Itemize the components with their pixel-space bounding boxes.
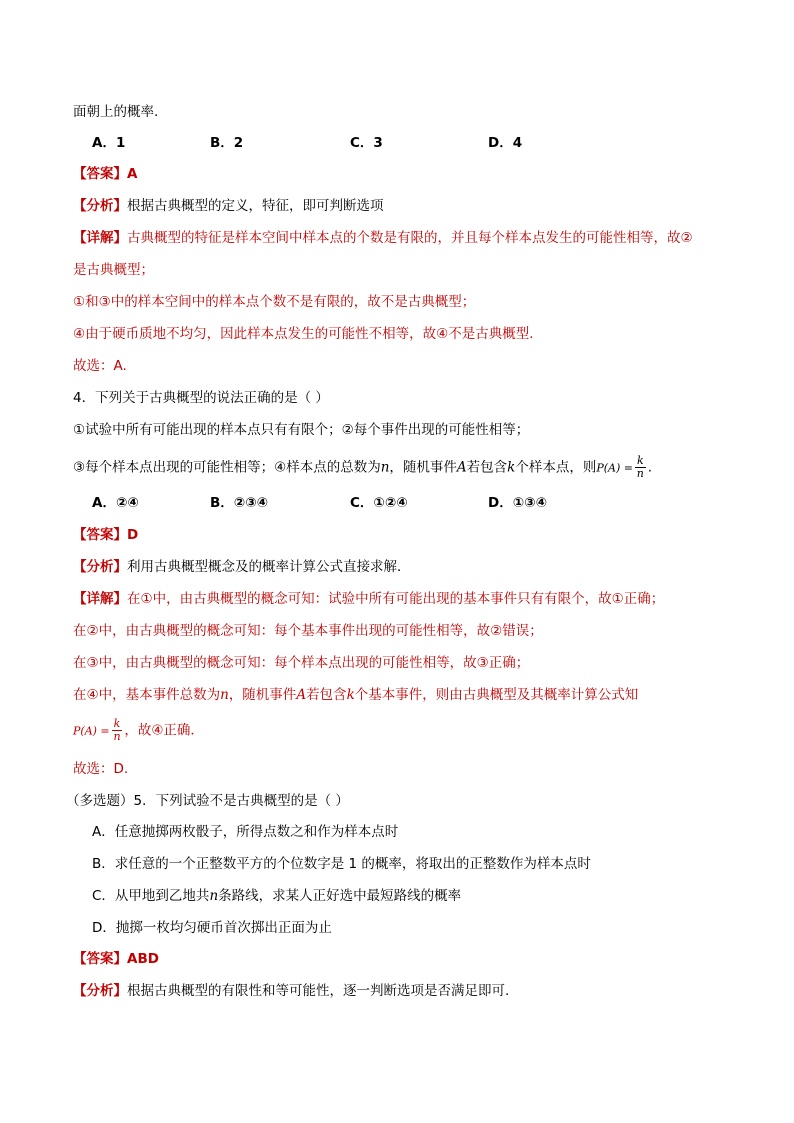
formula-pa: P(A) = xyxy=(596,461,634,475)
q4-detail-line5 xyxy=(73,718,204,743)
q4-analysis xyxy=(73,558,411,576)
q3-detail-line3: ①和③中的样本空间中的样本点个数不是有限的，故不是古典概型； xyxy=(73,294,476,310)
analysis-text: 根据古典概型的定义，特征，即可判断选项 xyxy=(127,198,384,214)
q3-stem-tail: 面朝上的概率. xyxy=(73,104,159,120)
var-a: A xyxy=(296,687,307,703)
q3-detail-line1 xyxy=(73,229,693,247)
var-n: n xyxy=(380,459,390,476)
q4-statement-line2 xyxy=(73,455,652,480)
q5-option-b: B．求任意的一个正整数平方的个位数字是 1 的概率，将取出的正整数作为样本点时 xyxy=(92,856,591,872)
answer-value: ABD xyxy=(127,951,159,967)
q5-answer xyxy=(73,950,159,968)
q4-detail-line2: 在②中，由古典概型的概念可知：每个基本事件出现的可能性相等，故②错误； xyxy=(73,623,543,639)
q4-answer xyxy=(73,526,138,544)
fraction-k-over-n xyxy=(112,718,123,743)
q5-option-d: D．抛掷一枚均匀硬币首次掷出正面为止 xyxy=(92,920,332,936)
q5-option-c xyxy=(92,887,461,905)
analysis-label: 【分析】 xyxy=(73,198,127,214)
detail4-d: 个基本事件，则由古典概型及其概率计算公式知 xyxy=(354,687,639,703)
var-k: k xyxy=(346,687,355,703)
detail-label: 【详解】 xyxy=(73,230,127,246)
q3-analysis xyxy=(73,197,384,215)
analysis-label: 【分析】 xyxy=(73,559,127,575)
q3-choose: 故选：A. xyxy=(73,358,127,374)
q4-choose: 故选：D. xyxy=(73,761,129,777)
frac-num: k xyxy=(637,454,644,467)
q5-analysis xyxy=(73,982,509,1000)
q3-answer xyxy=(73,165,137,183)
frac-den: n xyxy=(113,730,121,743)
q3-detail-line2: 是古典概型； xyxy=(73,262,154,278)
formula-pa: P(A) = xyxy=(73,724,110,738)
optc-a: C．从甲地到乙地共 xyxy=(92,888,210,904)
analysis-label: 【分析】 xyxy=(73,983,127,999)
stmt-text-a: ③每个样本点出现的可能性相等；④样本点的总数为 xyxy=(73,459,381,476)
q5-stem: （多选题）5．下列试验不是古典概型的是（ ） xyxy=(66,793,349,809)
frac-num: k xyxy=(113,717,121,730)
q3-detail-line4: ④由于硬币质地不均匀，因此样本点发生的可能性不相等，故④不是古典概型. xyxy=(73,326,534,342)
answer-value: D xyxy=(127,527,139,543)
stmt-text-b: ，随机事件 xyxy=(389,459,457,476)
detail4-b: ，随机事件 xyxy=(228,687,297,703)
q4-detail-line1 xyxy=(73,590,664,608)
detail5-tail: ，故④正确． xyxy=(124,722,204,739)
q4-statement-line1: ①试验中所有可能出现的样本点只有有限个；②每个事件出现的可能性相等； xyxy=(73,422,530,438)
var-n: n xyxy=(220,687,229,703)
q4-detail-line4 xyxy=(73,686,638,704)
optc-b: 条路线，求某人正好选中最短路线的概率 xyxy=(218,888,462,904)
frac-den: n xyxy=(636,467,644,480)
q4-option-b: B．②③④ xyxy=(210,495,269,511)
answer-label: 【答案】 xyxy=(73,527,127,543)
q4-option-c: C．①②④ xyxy=(350,495,408,511)
q3-option-d: D．4 xyxy=(488,135,523,151)
q4-option-a: A．②④ xyxy=(92,495,139,511)
stmt-text-c: 若包含 xyxy=(466,459,508,476)
answer-label: 【答案】 xyxy=(73,951,127,967)
answer-value: A xyxy=(127,166,138,182)
q3-option-b: B．2 xyxy=(210,135,244,151)
detail-text: 古典概型的特征是样本空间中样本点的个数是有限的，并且每个样本点发生的可能性相等，故② xyxy=(127,230,693,246)
var-n: n xyxy=(209,888,219,904)
detail4-c: 若包含 xyxy=(306,687,347,703)
q5-option-a: A．任意抛掷两枚骰子，所得点数之和作为样本点时 xyxy=(92,824,399,840)
q3-option-c: C．3 xyxy=(350,135,383,151)
detail-label: 【详解】 xyxy=(73,591,127,607)
answer-label: 【答案】 xyxy=(73,166,127,182)
q4-stem: 4．下列关于古典概型的说法正确的是（ ） xyxy=(73,390,329,406)
q3-option-a: A．1 xyxy=(92,135,126,151)
detail-text: 在①中，由古典概型的概念可知：试验中所有可能出现的基本事件只有有限个，故①正确； xyxy=(127,591,665,607)
fraction-k-over-n xyxy=(635,455,646,480)
q4-option-d: D．①③④ xyxy=(488,495,547,511)
analysis-text: 根据古典概型的有限性和等可能性，逐一判断选项是否满足即可. xyxy=(127,983,510,999)
q4-detail-line3: 在③中，由古典概型的概念可知：每个样本点出现的可能性相等，故③正确； xyxy=(73,655,530,671)
var-a: A xyxy=(456,459,467,476)
analysis-text: 利用古典概型概念及的概率计算公式直接求解． xyxy=(127,559,411,575)
stmt-period: . xyxy=(647,459,652,476)
stmt-text-d: 个样本点，则 xyxy=(515,459,597,476)
var-k: k xyxy=(507,459,516,476)
detail4-a: 在④中，基本事件总数为 xyxy=(73,687,221,703)
